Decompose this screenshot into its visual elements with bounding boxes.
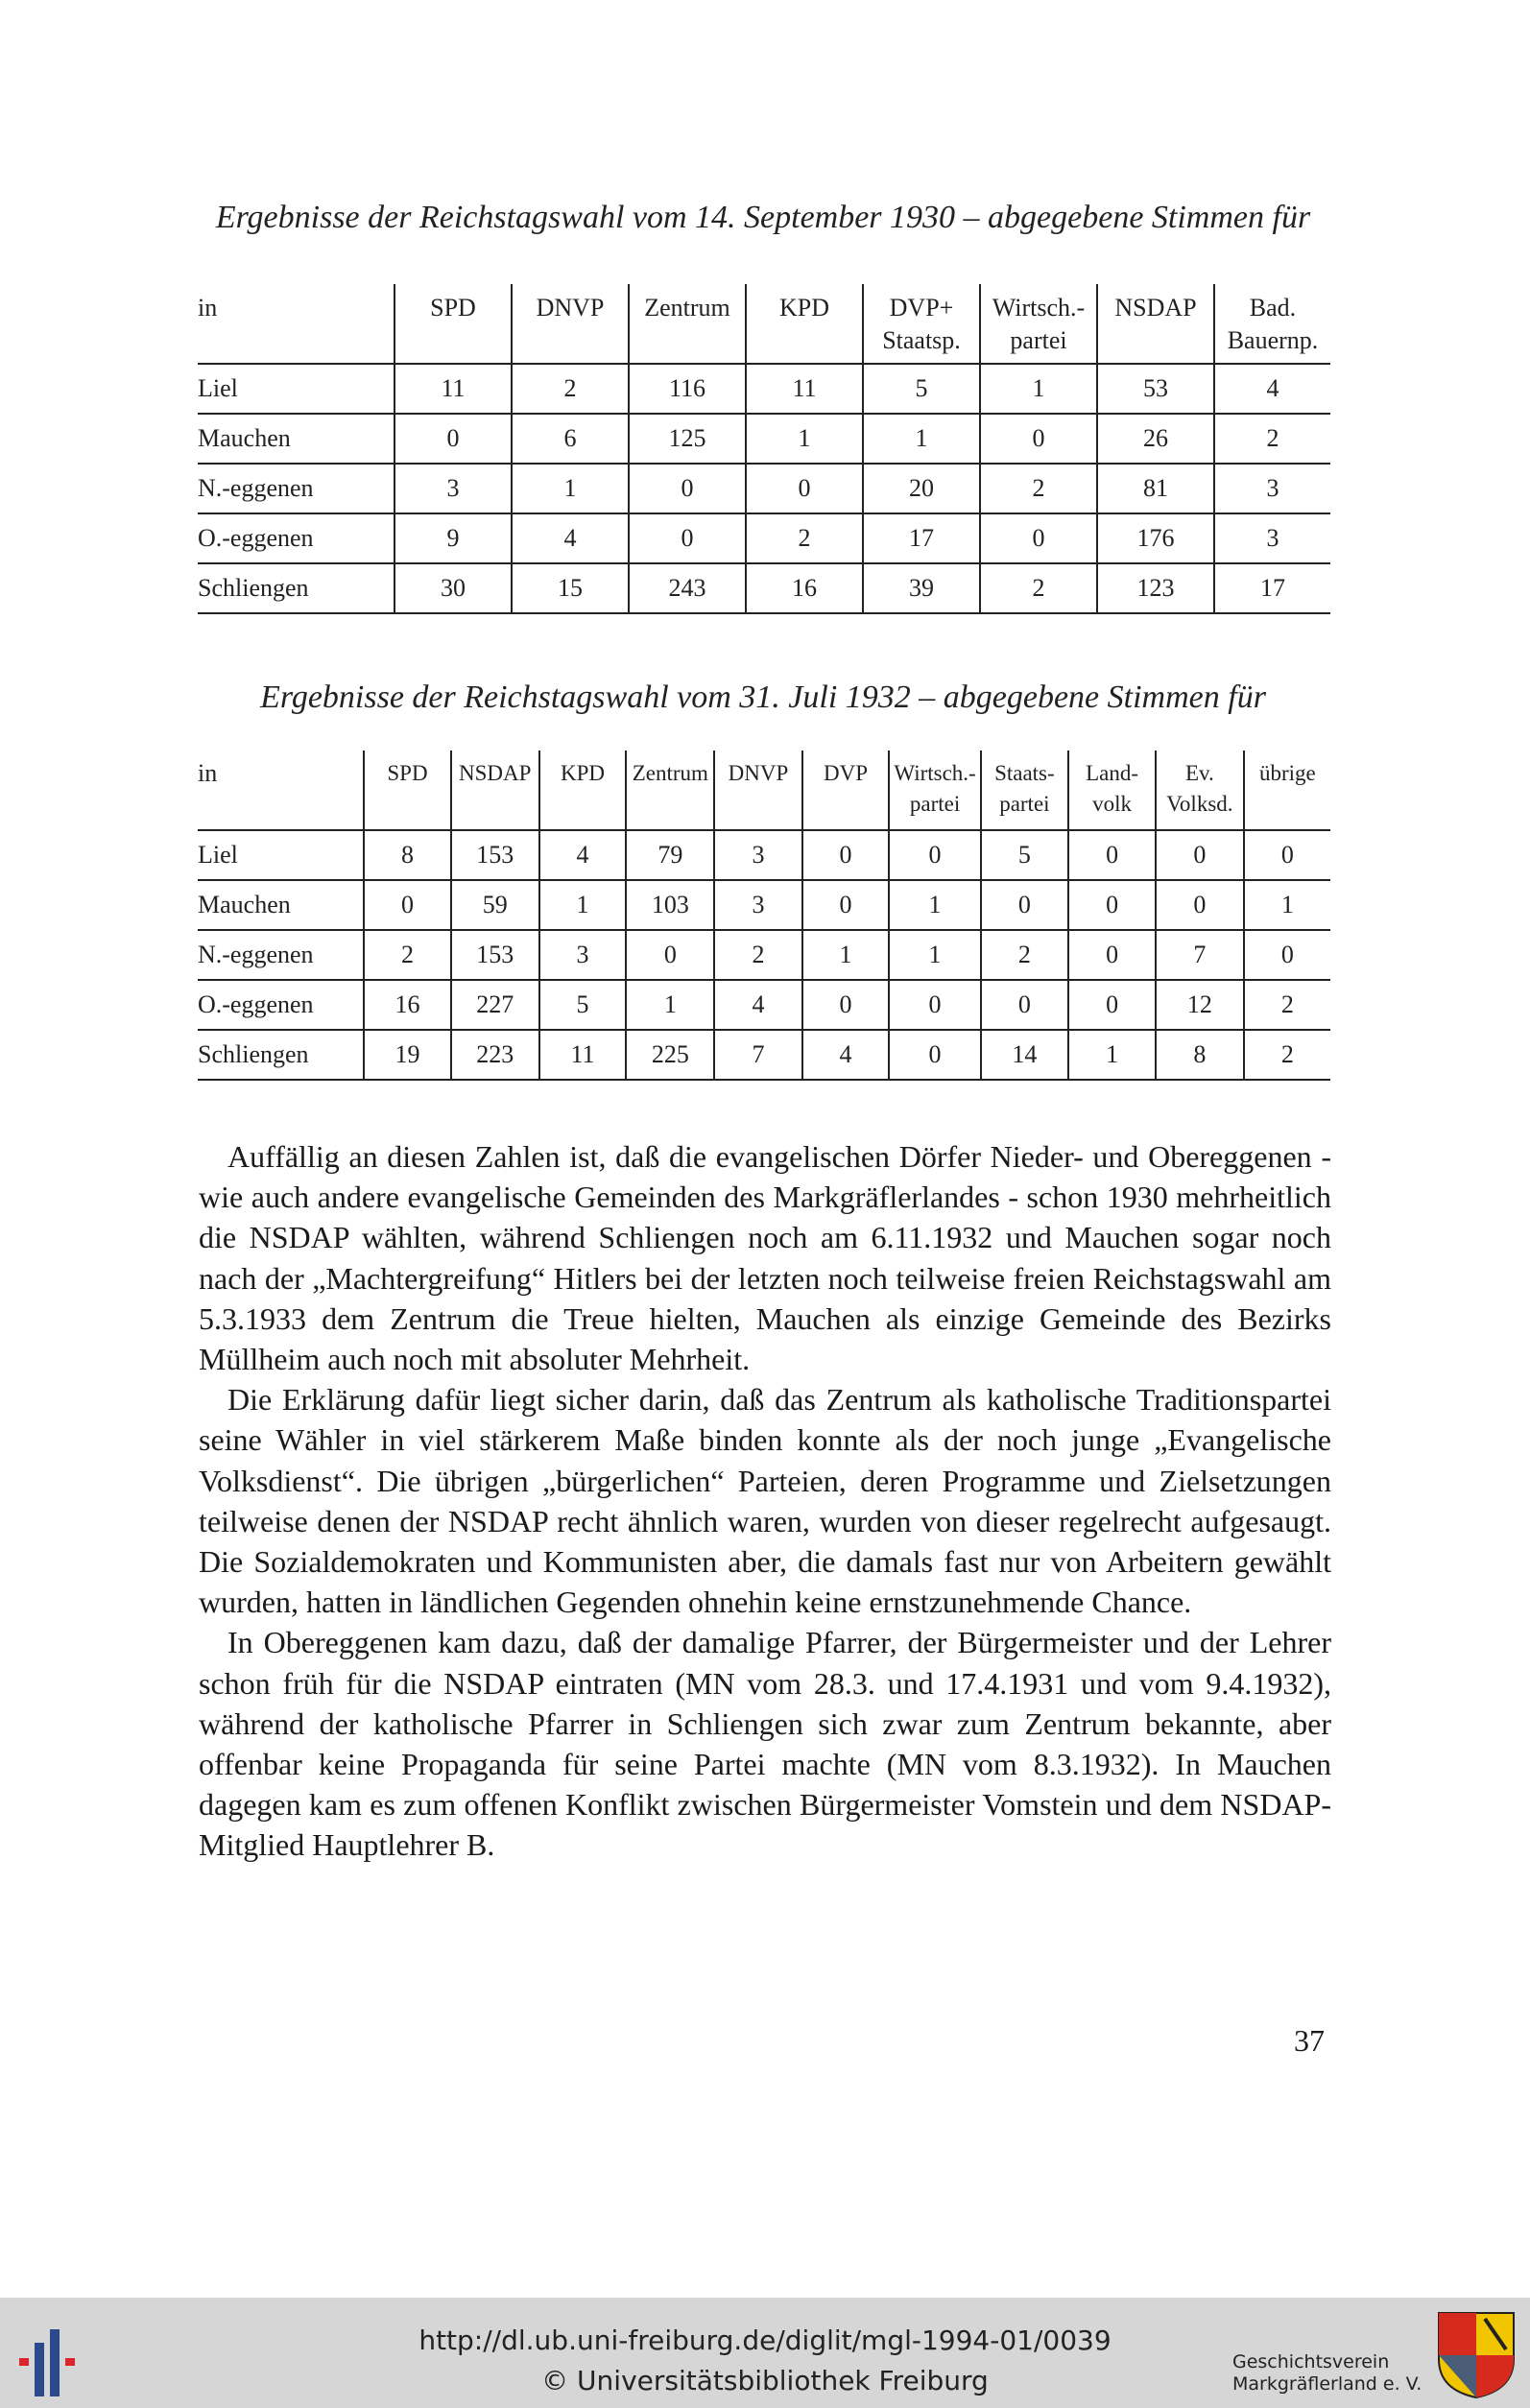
- election-1930-table: [198, 284, 1330, 614]
- table-cell: 0: [1156, 830, 1244, 880]
- table-cell: 0: [1068, 980, 1156, 1030]
- column-header: Wirtsch.- partei: [980, 284, 1097, 364]
- column-header: Land- volk: [1068, 751, 1156, 830]
- column-header: Zentrum: [626, 751, 714, 830]
- table-cell: 11: [539, 1030, 627, 1080]
- column-header: DVP: [802, 751, 890, 830]
- table-header-row: [198, 284, 1330, 364]
- table-cell: 1: [889, 880, 980, 930]
- table-cell: 153: [451, 830, 539, 880]
- table-cell: 4: [802, 1030, 890, 1080]
- table-cell: 8: [1156, 1030, 1244, 1080]
- table-cell: 7: [714, 1030, 801, 1080]
- table-cell: 9: [394, 513, 512, 563]
- column-header: Ev. Volksd.: [1156, 751, 1244, 830]
- table-cell: 7: [1156, 930, 1244, 980]
- column-header: SPD: [364, 751, 451, 830]
- table-cell: 0: [802, 980, 890, 1030]
- table-cell: 11: [394, 364, 512, 414]
- table-cell: 0: [1156, 880, 1244, 930]
- table-cell: 39: [863, 563, 980, 613]
- table-cell: 2: [980, 563, 1097, 613]
- table-cell: 4: [1214, 364, 1330, 414]
- table-cell: Schliengen: [198, 1030, 364, 1080]
- table-cell: 3: [1214, 513, 1330, 563]
- column-header: DVP+ Staatsp.: [863, 284, 980, 364]
- column-header: NSDAP: [451, 751, 539, 830]
- table-cell: 2: [1244, 980, 1330, 1030]
- column-header: Wirtsch.- partei: [889, 751, 980, 830]
- election-1932-table: [198, 751, 1330, 1081]
- table-cell: 0: [746, 464, 863, 513]
- table-cell: 0: [802, 830, 890, 880]
- table-cell: 1: [746, 414, 863, 464]
- table-cell: 0: [364, 880, 451, 930]
- table-cell: 4: [512, 513, 629, 563]
- column-header: NSDAP: [1097, 284, 1214, 364]
- table-cell: 103: [626, 880, 714, 930]
- table-cell: O.-eggenen: [198, 513, 394, 563]
- table-cell: 0: [626, 930, 714, 980]
- table-cell: 0: [1244, 830, 1330, 880]
- table-cell: 0: [981, 880, 1068, 930]
- table-cell: 1: [1068, 1030, 1156, 1080]
- table-cell: 20: [863, 464, 980, 513]
- table-cell: 16: [746, 563, 863, 613]
- table-cell: 16: [364, 980, 451, 1030]
- table-cell: 0: [1068, 830, 1156, 880]
- table-cell: 0: [980, 513, 1097, 563]
- table-cell: 5: [539, 980, 627, 1030]
- table-cell: O.-eggenen: [198, 980, 364, 1030]
- column-header: DNVP: [512, 284, 629, 364]
- table-row: [198, 513, 1330, 563]
- table-cell: 19: [364, 1030, 451, 1080]
- table-cell: Liel: [198, 830, 364, 880]
- column-header: übrige: [1244, 751, 1330, 830]
- table-cell: 12: [1156, 980, 1244, 1030]
- markgraeflerland-crest-icon: [1437, 2311, 1516, 2399]
- table-row: [198, 880, 1330, 930]
- table-cell: 30: [394, 563, 512, 613]
- column-header: in: [198, 751, 364, 830]
- footer-url[interactable]: http://dl.ub.uni-freiburg.de/diglit/mgl-1994-01/0039: [418, 2325, 1112, 2356]
- table-cell: 8: [364, 830, 451, 880]
- table-cell: 4: [539, 830, 627, 880]
- table-row: [198, 414, 1330, 464]
- table-cell: 6: [512, 414, 629, 464]
- table-cell: 0: [1244, 930, 1330, 980]
- table-cell: 1: [539, 880, 627, 930]
- table2-caption: Ergebnisse der Reichstagswahl vom 31. Juli 1932 – abgegebene Stimmen für: [260, 679, 1266, 715]
- table-cell: 227: [451, 980, 539, 1030]
- table-cell: 225: [626, 1030, 714, 1080]
- table-cell: Mauchen: [198, 880, 364, 930]
- table-cell: 2: [364, 930, 451, 980]
- table-cell: 0: [394, 414, 512, 464]
- table-cell: 0: [889, 1030, 980, 1080]
- table-row: [198, 364, 1330, 414]
- column-header: Bad. Bauernp.: [1214, 284, 1330, 364]
- table-cell: 1: [863, 414, 980, 464]
- column-header: KPD: [746, 284, 863, 364]
- table-cell: 153: [451, 930, 539, 980]
- table-cell: 0: [629, 464, 746, 513]
- table-cell: 116: [629, 364, 746, 414]
- table-cell: 53: [1097, 364, 1214, 414]
- table-cell: 11: [746, 364, 863, 414]
- footer-copyright: © Universitätsbibliothek Freiburg: [541, 2365, 989, 2396]
- paragraph: In Obereggenen kam dazu, daß der damalige Pfarrer, der Bürgermeister und der Lehrer schon früh für die NSDAP eintraten (MN vom 28.3. und 17.4.1931 und vom 9.4.1932), während der katholische Pfarrer in Schliengen sich zwar zum Zentrum bekannte, aber offenbar keine Propaganda für seine Partei machte (MN vom 8.3.1932). In Mauchen dagegen kam es zum offenen Konflikt zwischen Bürgermeister Vomstein und dem NSDAP-Mitglied Hauptlehrer B.: [199, 1625, 1331, 1863]
- column-header: DNVP: [714, 751, 801, 830]
- table-row: [198, 563, 1330, 613]
- table-cell: 1: [1244, 880, 1330, 930]
- table-cell: 3: [539, 930, 627, 980]
- org-line-2: Markgräflerland e. V.: [1232, 2373, 1422, 2395]
- table-cell: 243: [629, 563, 746, 613]
- table-cell: 26: [1097, 414, 1214, 464]
- column-header: KPD: [539, 751, 627, 830]
- table-cell: 3: [1214, 464, 1330, 513]
- table1-caption: Ergebnisse der Reichstagswahl vom 14. September 1930 – abgegebene Stimmen für: [215, 200, 1311, 235]
- table-cell: 5: [863, 364, 980, 414]
- table-row: [198, 830, 1330, 880]
- footer-bar: [0, 2298, 1530, 2408]
- table-cell: 17: [1214, 563, 1330, 613]
- table-cell: 2: [714, 930, 801, 980]
- column-header: in: [198, 284, 394, 364]
- table-cell: 2: [512, 364, 629, 414]
- page-number: 37: [1294, 2023, 1325, 2058]
- table-cell: 15: [512, 563, 629, 613]
- table-cell: Liel: [198, 364, 394, 414]
- table-cell: 123: [1097, 563, 1214, 613]
- paragraph: Auffällig an diesen Zahlen ist, daß die evangelischen Dörfer Nieder- und Obereggenen - wie auch andere evangelische Gemeinden des Markgräflerlandes - schon 1930 mehrheitlich die NSDAP wählten, während Schliengen noch am 6.11.1932 und Mauchen sogar noch nach der „Machtergreifung“ Hitlers bei der letzten noch teilweise freien Reichstagswahl am 5.3.1933 dem Zentrum die Treue hielten, Mauchen als einzige Gemeinde des Bezirks Müllheim auch noch mit absoluter Mehrheit.: [199, 1139, 1331, 1377]
- org-line-1: Geschichtsverein: [1232, 2351, 1390, 2372]
- table-cell: 3: [714, 880, 801, 930]
- table-cell: 0: [889, 980, 980, 1030]
- table-cell: 2: [1244, 1030, 1330, 1080]
- table-cell: 4: [714, 980, 801, 1030]
- table-cell: 5: [981, 830, 1068, 880]
- table-cell: 81: [1097, 464, 1214, 513]
- table-cell: 0: [981, 980, 1068, 1030]
- table-cell: 2: [980, 464, 1097, 513]
- table-cell: 2: [981, 930, 1068, 980]
- table-cell: 0: [889, 830, 980, 880]
- column-header: Zentrum: [629, 284, 746, 364]
- paragraph: Die Erklärung dafür liegt sicher darin, daß das Zentrum als katholische Traditionspartei seine Wähler in viel stärkerem Maße binden konnte als der noch junge „Evangelische Volksdienst“. Die übrigen „bürgerlichen“ Parteien, deren Programme und Zielsetzungen teilweise denen der NSDAP recht ähnlich waren, wurden von dieser regelrecht aufgesaugt. Die Sozialdemokraten und Kommunisten aber, die damals fast nur von Arbeitern gewählt wurden, hatten in ländlichen Gegenden ohnehin keine ernstzunehmende Chance.: [199, 1382, 1331, 1620]
- footer-org: [1232, 2351, 1422, 2396]
- column-header: SPD: [394, 284, 512, 364]
- table-row: [198, 980, 1330, 1030]
- table-cell: Schliengen: [198, 563, 394, 613]
- table-cell: 59: [451, 880, 539, 930]
- table-cell: 1: [802, 930, 890, 980]
- table-cell: 0: [1068, 930, 1156, 980]
- table-cell: 1: [980, 364, 1097, 414]
- table-row: [198, 930, 1330, 980]
- table-cell: 1: [889, 930, 980, 980]
- table-cell: 176: [1097, 513, 1214, 563]
- table-cell: 125: [629, 414, 746, 464]
- table-cell: N.-eggenen: [198, 930, 364, 980]
- table-cell: 3: [714, 830, 801, 880]
- table-cell: 1: [512, 464, 629, 513]
- table-cell: 0: [980, 414, 1097, 464]
- table-row: [198, 1030, 1330, 1080]
- table-cell: 0: [629, 513, 746, 563]
- table-cell: 1: [626, 980, 714, 1030]
- table-header-row: [198, 751, 1330, 830]
- table-cell: 3: [394, 464, 512, 513]
- table-cell: Mauchen: [198, 414, 394, 464]
- table-cell: 223: [451, 1030, 539, 1080]
- table-cell: N.-eggenen: [198, 464, 394, 513]
- table-cell: 79: [626, 830, 714, 880]
- table-cell: 14: [981, 1030, 1068, 1080]
- table-cell: 0: [802, 880, 890, 930]
- table-cell: 17: [863, 513, 980, 563]
- column-header: Staats- partei: [981, 751, 1068, 830]
- table-cell: 2: [1214, 414, 1330, 464]
- table-row: [198, 464, 1330, 513]
- table-cell: 2: [746, 513, 863, 563]
- body-text: [199, 1136, 1331, 1866]
- table-cell: 0: [1068, 880, 1156, 930]
